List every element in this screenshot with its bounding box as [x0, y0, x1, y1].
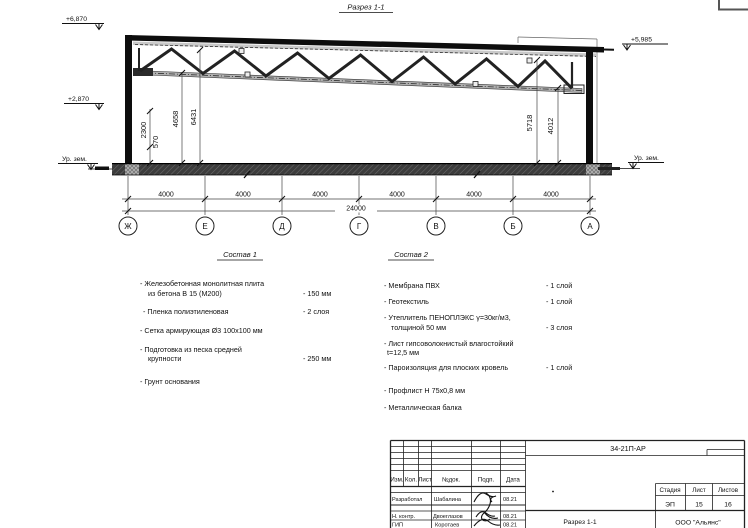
dim-6431: 6431 [189, 108, 198, 126]
stage-label: Стадия [659, 487, 681, 494]
legend2-item: - Пароизоляция для плоских кровель [384, 363, 509, 372]
legend2-value: - 1 слой [546, 363, 573, 372]
ground-level-right: Ур. зем. [634, 155, 659, 162]
right-column [586, 48, 593, 164]
revision-header [390, 477, 520, 484]
legend-sostav-1 [140, 250, 331, 386]
legend1-item: - Сетка армирующая Ø3 100х100 мм [140, 326, 263, 335]
axis-bubbles [119, 217, 599, 235]
axis-label: А [587, 222, 593, 231]
legend2-title: Состав 2 [394, 250, 428, 259]
bay-dim: 4000 [389, 191, 405, 199]
axis-label: Ж [124, 222, 132, 231]
dim-570: 570 [151, 135, 160, 149]
legend1-value: - 250 мм [303, 354, 332, 363]
signatures [474, 493, 500, 526]
sheets-label: Листов [717, 487, 739, 494]
bay-dim: 4000 [312, 191, 328, 199]
dim-4658: 4658 [171, 110, 180, 128]
date: 08.21 [503, 497, 517, 503]
legend2-item: - Профлист Н 75х0,8 мм [384, 386, 466, 395]
legend2-value: - 3 слоя [546, 323, 573, 332]
role: Разработал [392, 497, 423, 503]
axis-label: Б [510, 222, 516, 231]
bay-dim: 4000 [543, 191, 559, 199]
svg-text:№док.: №док. [441, 476, 461, 484]
axis-label: Г [356, 222, 362, 231]
name: Двоеглазов [433, 514, 463, 520]
dim-5718: 5718 [525, 114, 534, 132]
doc-number: 34-21П-АР [610, 444, 646, 453]
stage-value: ЭП [665, 501, 675, 509]
bay-dim: 4000 [158, 191, 174, 199]
sheet-value: 15 [695, 501, 703, 509]
svg-text:толщиной 50 мм: толщиной 50 мм [391, 323, 447, 332]
elevation-right-top: +5,985 [631, 36, 652, 44]
bay-dim: 4000 [235, 191, 251, 199]
svg-text:Подп.: Подп. [477, 476, 495, 484]
titleblock-section-name: Разрез 1-1 [563, 519, 597, 526]
svg-text:из бетона В 15 (М200): из бетона В 15 (М200) [148, 289, 222, 298]
elevation-left-mid: +2,870 [68, 96, 89, 103]
legend-sostav-2 [384, 250, 572, 412]
legend1-item: - Железобетонная монолитная плита [140, 279, 265, 288]
vertical-dimensions [147, 47, 561, 166]
frame-corner [718, 0, 748, 10]
legend1-title: Состав 1 [223, 250, 257, 259]
svg-text:Лист: Лист [418, 476, 432, 484]
bottom-dimensions [122, 176, 596, 215]
ground-level-left: Ур. зем. [62, 156, 87, 163]
sheets-value: 16 [724, 501, 732, 509]
legend2-item: - Лист гипсоволокнистый влагостойкий [384, 339, 514, 348]
total-dim: 24000 [346, 205, 366, 213]
svg-text:Дата: Дата [506, 476, 520, 484]
left-column [125, 35, 132, 164]
stage-table [659, 487, 738, 509]
role: Н. контр. [392, 514, 416, 520]
sheet-label: Лист [692, 487, 706, 494]
legend1-item: - Подготовка из песка средней [140, 345, 242, 354]
elevation-left-top: +6,870 [66, 16, 87, 23]
legend1-item: - Пленка полиэтиленовая [143, 307, 229, 316]
dim-4012: 4012 [546, 117, 555, 135]
axis-label: В [433, 222, 439, 231]
date: 08.21 [503, 514, 517, 520]
legend1-value: - 2 слоя [303, 307, 330, 316]
section-title [339, 3, 393, 13]
svg-text:t=12,5 мм: t=12,5 мм [387, 348, 420, 357]
personnel-rows [392, 497, 517, 528]
vertical-dimension-labels [139, 109, 555, 149]
axis-label: Е [202, 222, 208, 231]
legend1-item: - Грунт основания [140, 377, 200, 386]
role: ГИП [392, 522, 404, 528]
svg-text:Кол.: Кол. [404, 476, 418, 484]
legend2-item: - Мембрана ПВХ [384, 281, 440, 290]
axis-label: Д [279, 222, 285, 231]
floor-slab [88, 164, 640, 178]
section-title-text: Разрез 1-1 [347, 2, 385, 12]
legend2-item: - Геотекстиль [384, 297, 429, 306]
legend2-item: - Металлическая балка [384, 403, 462, 412]
bay-dim: 4000 [466, 191, 482, 199]
dim-2300: 2300 [139, 121, 148, 139]
legend2-value: - 1 слой [546, 281, 573, 290]
legend2-item: - Утеплитель ПЕНОПЛЭКС γ=30кг/м3, [384, 313, 511, 322]
svg-text:Изм.: Изм. [390, 476, 404, 484]
name: Коротаев [435, 522, 460, 528]
name: Шабалина [434, 497, 462, 503]
date: 08.21 [503, 522, 517, 528]
legend2-value: - 1 слой [546, 297, 573, 306]
company-name: ООО "Альянс" [675, 519, 721, 527]
title-block [390, 441, 744, 528]
legend1-value: - 150 мм [303, 289, 332, 298]
building-section [88, 35, 640, 178]
svg-text:крупности: крупности [148, 354, 182, 363]
